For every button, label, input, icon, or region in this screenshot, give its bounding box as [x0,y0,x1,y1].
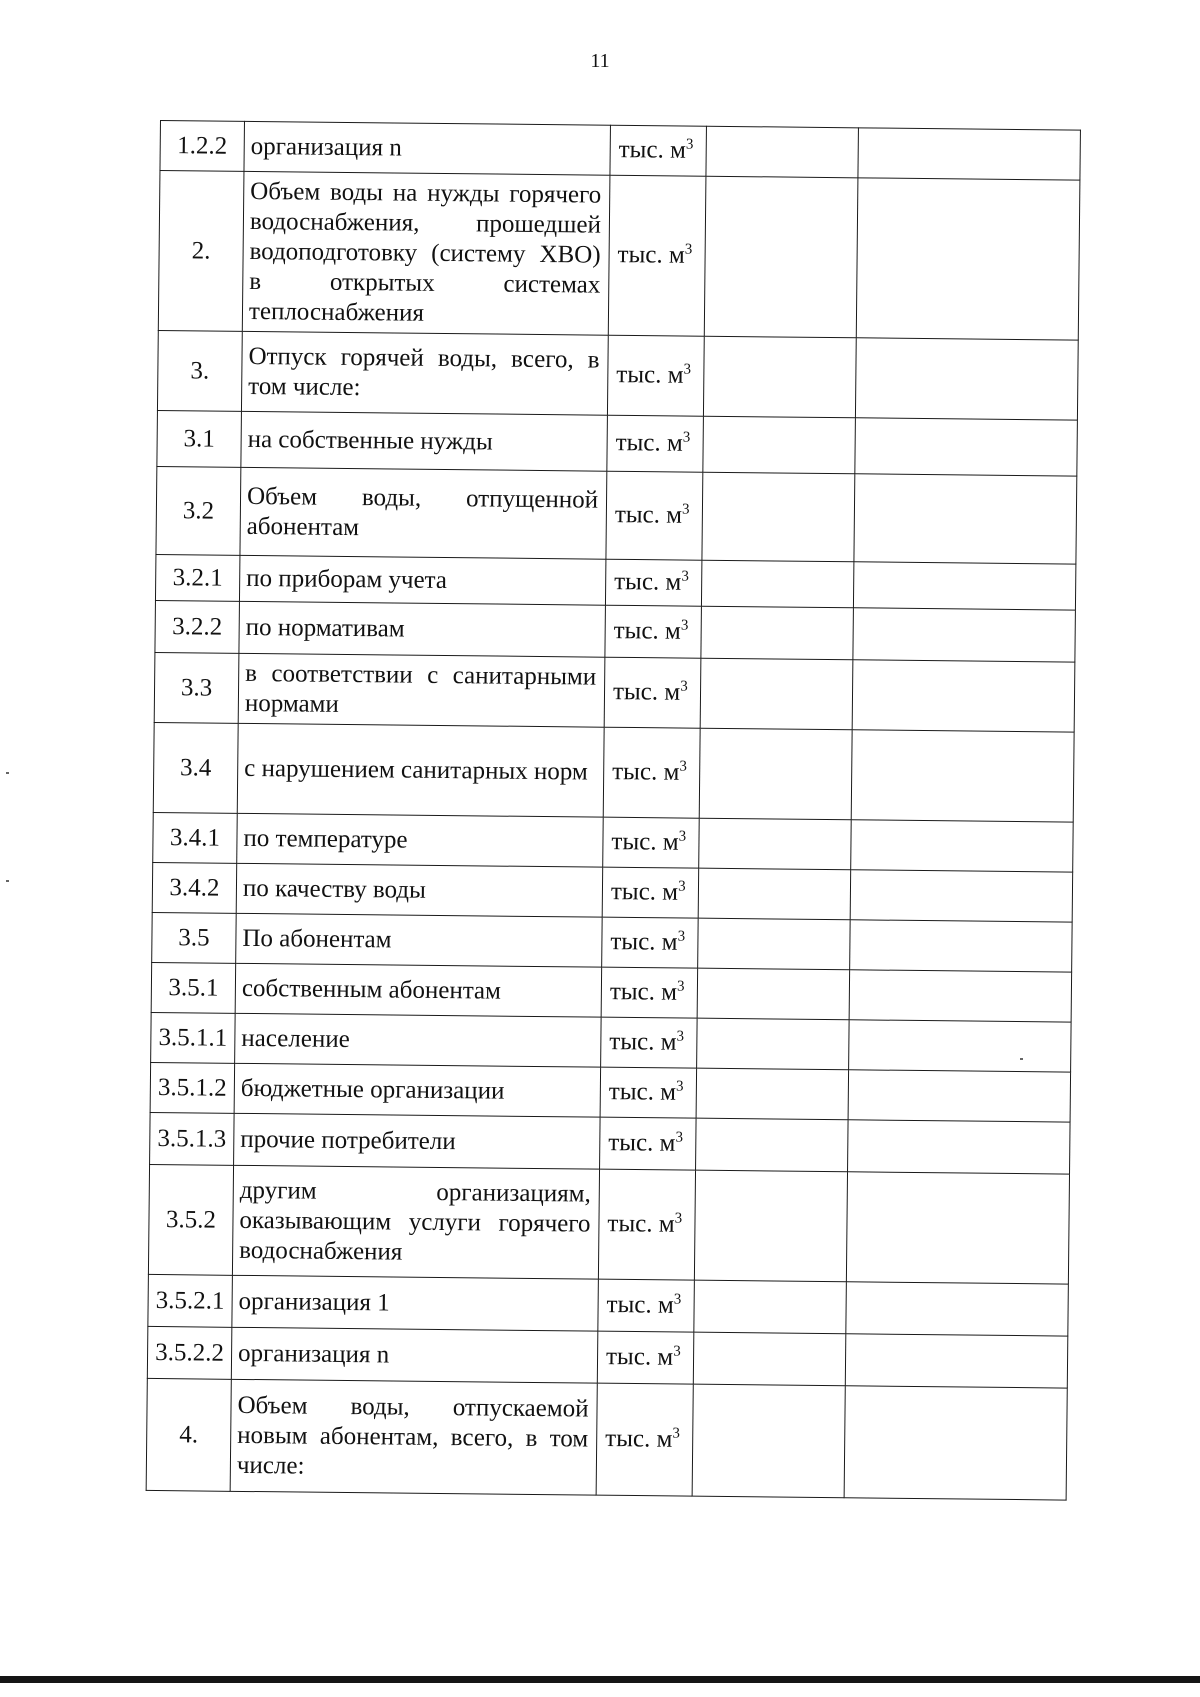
row-value-cell-1 [698,918,851,970]
table-row [157,330,1078,420]
row-value-cell-1 [698,868,851,920]
unit-text: тыс. м [606,1291,674,1320]
unit-text: тыс. м [610,878,679,907]
unit-superscript: 3 [679,758,687,775]
unit-text: тыс. м [614,568,682,597]
unit-superscript: 3 [680,617,689,634]
row-number-cell: 1.2.2 [160,121,245,172]
row-number-cell: 3.5.2.1 [148,1274,233,1327]
unit-text: тыс. м [609,1028,677,1057]
row-name-cell: по качеству воды [236,863,603,917]
row-name-cell: по температуре [237,813,604,867]
row-name-cell: в соответствии с санитарными нормами [238,653,605,727]
row-number-cell: 3.2.2 [155,600,240,653]
row-value-cell-2 [853,562,1075,610]
unit-superscript: 3 [675,1129,684,1146]
row-unit-cell [598,1279,695,1332]
row-value-cell-1 [701,560,853,608]
row-name-cell: прочие потребители [234,1113,601,1169]
row-value-cell-2 [855,338,1078,420]
row-value-cell-2 [856,178,1080,340]
row-value-cell-2 [850,920,1073,972]
row-unit-cell [602,867,699,918]
row-unit-cell [601,967,698,1018]
row-name-cell: Отпуск горячей воды, всего, в том числе: [241,331,608,415]
row-name-cell: Объем воды на нужды горячего водоснабжения, прошедшей водоподготовку (систему ХВО) в открытых системах теплоснабжения [242,171,610,335]
page-number: 11 [590,50,610,72]
unit-text: тыс. м [617,241,685,270]
row-unit-cell [601,1017,698,1068]
row-value-cell-1 [700,658,853,730]
row-number-cell: 3.4.2 [152,862,237,913]
row-unit-cell [607,335,704,416]
table-row [147,1326,1067,1388]
row-unit-cell [603,727,700,818]
unit-superscript: 3 [681,568,689,585]
row-number-cell: 3.5.1.3 [150,1112,235,1165]
row-value-cell-2 [858,128,1081,180]
table-row [146,1378,1067,1500]
row-number-cell: 3.3 [154,652,239,723]
table-body [146,121,1080,1501]
table-row [156,466,1077,564]
unit-text: тыс. м [610,928,678,957]
row-value-cell-1 [694,1170,847,1282]
unit-text: тыс. м [611,828,679,857]
table-row [148,1164,1069,1284]
table-row [148,1274,1068,1336]
row-number-cell: 3.4.1 [153,812,238,863]
row-value-cell-2 [855,418,1078,476]
row-value-cell-1 [704,176,858,338]
row-value-cell-2 [844,1386,1067,1500]
row-value-cell-2 [846,1172,1069,1284]
unit-text: тыс. м [612,678,681,707]
table-row [158,171,1080,341]
unit-superscript: 3 [678,878,686,895]
row-value-cell-1 [703,416,856,474]
row-unit-cell [597,1331,694,1384]
row-value-cell-1 [699,728,852,820]
unit-text: тыс. м [605,1425,673,1454]
unit-superscript: 3 [678,828,687,845]
row-unit-cell [600,1067,697,1118]
row-number-cell: 3.5 [152,912,237,963]
unit-text: тыс. м [608,1129,676,1158]
unit-text: тыс. м [616,361,684,390]
unit-superscript: 3 [677,928,686,945]
row-value-cell-2 [848,1120,1071,1174]
row-unit-cell [604,657,701,728]
row-number-cell: 4. [146,1378,231,1491]
unit-text: тыс. м [618,136,686,165]
scan-speck [6,772,9,774]
row-value-cell-2 [845,1334,1068,1388]
row-name-cell: по приборам учета [239,555,605,605]
data-table [146,120,1081,1501]
unit-superscript: 3 [676,1028,685,1045]
unit-text: тыс. м [605,1343,674,1372]
row-unit-cell [598,1169,695,1280]
row-value-cell-1 [696,1068,849,1120]
row-name-cell: по нормативам [239,601,606,657]
unit-superscript: 3 [682,501,690,518]
row-value-cell-1 [696,1118,849,1172]
row-number-cell: 2. [158,171,244,332]
unit-text: тыс. м [609,978,678,1007]
row-number-cell: 3. [157,330,242,411]
row-number-cell: 3.2 [156,466,241,555]
unit-superscript: 3 [672,1425,680,1442]
row-name-cell: собственным абонентам [235,963,602,1017]
row-name-cell: Объем воды, отпускаемой новым абонентам, всего, в том числе: [230,1379,597,1495]
table-row [154,652,1075,732]
row-value-cell-2 [854,474,1077,564]
unit-superscript: 3 [673,1343,681,1360]
row-unit-cell [603,817,700,868]
row-number-cell: 3.5.1.2 [150,1062,235,1113]
row-value-cell-1 [702,472,855,562]
unit-superscript: 3 [684,241,693,258]
row-name-cell: бюджетные организации [234,1063,601,1117]
row-value-cell-1 [701,606,854,660]
scan-edge-line [0,1676,1200,1683]
row-value-cell-1 [697,968,850,1020]
unit-text: тыс. м [613,617,681,646]
row-unit-cell [607,415,704,472]
row-number-cell: 3.1 [157,410,242,467]
row-value-cell-2 [853,608,1076,662]
table-row [157,410,1078,476]
row-value-cell-2 [849,970,1072,1022]
unit-superscript: 3 [682,429,691,446]
unit-text: тыс. м [614,501,683,530]
row-number-cell: 3.2.1 [155,554,239,601]
row-name-cell: организация 1 [232,1275,599,1331]
row-value-cell-1 [706,126,859,178]
row-value-cell-2 [851,730,1074,822]
scan-speck [6,880,9,882]
row-name-cell: организация n [231,1327,598,1383]
unit-superscript: 3 [673,1291,682,1308]
unit-text: тыс. м [615,429,683,458]
unit-text: тыс. м [608,1078,677,1107]
row-name-cell: Объем воды, отпущенной абонентам [240,467,607,559]
row-number-cell: 3.4 [153,722,238,813]
row-value-cell-1 [703,336,856,418]
row-value-cell-1 [694,1280,847,1334]
row-number-cell: 3.5.2 [148,1164,233,1275]
row-number-cell: 3.5.1 [151,962,236,1013]
scan-speck [1020,1058,1023,1060]
unit-text: тыс. м [612,758,680,787]
unit-superscript: 3 [683,361,692,378]
row-name-cell: По абонентам [236,913,603,967]
row-unit-cell [606,471,703,560]
row-name-cell: население [235,1013,602,1067]
row-unit-cell [602,917,699,968]
unit-superscript: 3 [680,678,688,695]
row-value-cell-1 [697,1018,850,1070]
row-value-cell-1 [692,1384,845,1498]
unit-superscript: 3 [674,1210,683,1227]
row-name-cell: организация n [244,121,611,175]
row-value-cell-2 [849,1020,1072,1072]
row-number-cell: 3.5.2.2 [147,1326,232,1379]
data-table-wrapper [146,120,1080,1501]
row-name-cell: с нарушением санитарных норм [237,723,604,817]
row-unit-cell [600,1117,697,1170]
unit-superscript: 3 [675,1078,684,1095]
unit-text: тыс. м [607,1210,675,1239]
unit-superscript: 3 [685,136,694,153]
row-value-cell-1 [693,1332,846,1386]
table-row [153,722,1074,822]
row-value-cell-2 [848,1070,1071,1122]
row-value-cell-2 [846,1282,1069,1336]
unit-superscript: 3 [677,978,685,995]
table-row [155,600,1075,662]
row-unit-cell [610,125,707,176]
row-value-cell-2 [852,660,1075,732]
row-value-cell-2 [851,820,1074,872]
row-unit-cell [596,1383,693,1496]
row-unit-cell [605,559,701,606]
row-unit-cell [608,175,706,336]
row-name-cell: другим организациям, оказывающим услуги горячего водоснабжения [232,1165,599,1279]
row-value-cell-2 [850,870,1073,922]
row-value-cell-1 [699,818,852,870]
table-row [150,1112,1070,1174]
row-unit-cell [605,605,702,658]
row-number-cell: 3.5.1.1 [151,1012,236,1063]
row-name-cell: на собственные нужды [241,411,608,471]
